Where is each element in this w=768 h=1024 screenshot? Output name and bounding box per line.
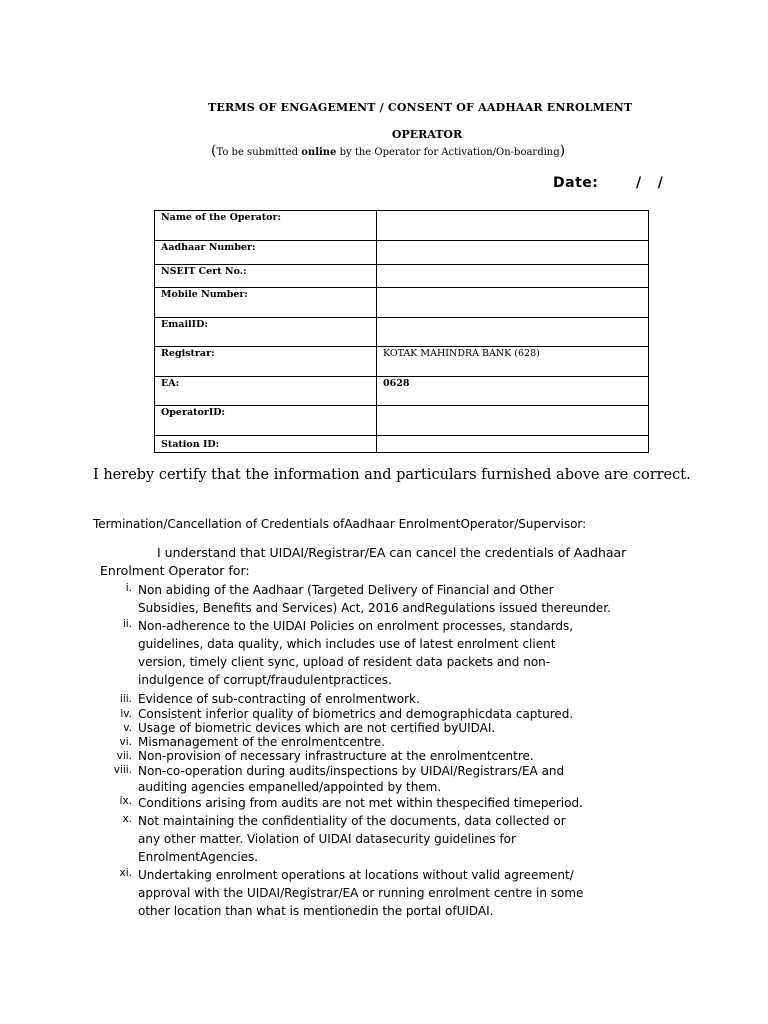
row-value	[377, 211, 649, 241]
row-value	[377, 288, 649, 318]
row-label: Registrar:	[155, 347, 377, 377]
list-item-line: Non-adherence to the UIDAI Policies on enrolment processes, standards,	[138, 619, 574, 633]
row-value	[377, 436, 649, 453]
list-item-line: Non-provision of necessary infrastructure at the enrolmentcentre.	[138, 749, 534, 763]
list-item-line: EnrolmentAgencies.	[138, 850, 259, 864]
table-row	[155, 436, 649, 453]
list-item-text	[138, 692, 658, 707]
list-item-line: Conditions arising from audits are not met within thespecified timeperiod.	[138, 796, 583, 810]
row-value	[377, 318, 649, 347]
table-row	[155, 377, 649, 406]
row-value: KOTAK MAHINDRA BANK (628)	[377, 347, 649, 377]
list-item-line: Undertaking enrolment operations at locations without valid agreement/	[138, 868, 574, 882]
row-label: Mobile Number:	[155, 288, 377, 318]
row-label: EA:	[155, 377, 377, 406]
list-item-line: any other matter. Violation of UIDAI datasecurity guidelines for	[138, 832, 516, 846]
list-item-number: vii.	[116, 750, 132, 762]
subtitle-text-pre: To be submitted	[216, 147, 302, 158]
table-row	[155, 288, 649, 318]
table-row	[155, 241, 649, 265]
list-item-number: iv.	[120, 708, 132, 720]
document-subtitle	[211, 143, 565, 159]
list-item-number: i.	[125, 582, 132, 594]
list-item-text	[138, 617, 658, 689]
list-item-line: auditing agencies empanelled/appointed by them.	[138, 780, 442, 794]
row-value	[377, 265, 649, 288]
list-item-line: guidelines, data quality, which includes use of latest enrolment client	[138, 637, 556, 651]
list-item-line: Non-co-operation during audits/inspections by UIDAI/Registrars/EA and	[138, 764, 565, 778]
table-row	[155, 265, 649, 288]
row-value	[377, 241, 649, 265]
list-item-number: v.	[123, 722, 132, 734]
list-item-line: Usage of biometric devices which are not certified byUIDAI.	[138, 721, 496, 735]
row-value	[377, 406, 649, 436]
table-row	[155, 318, 649, 347]
list-item-number: vi.	[119, 736, 132, 748]
row-label: Station ID:	[155, 436, 377, 453]
list-item-number: xi.	[119, 867, 132, 879]
list-item-number: ix.	[119, 795, 132, 807]
list-item-text	[138, 707, 658, 722]
list-item-text	[138, 749, 658, 764]
list-item-text	[138, 866, 658, 920]
subtitle-close-paren: )	[559, 143, 566, 159]
list-item-line: Consistent inferior quality of biometrics and demographicdata captured.	[138, 707, 574, 721]
table-row	[155, 347, 649, 377]
subtitle-open-paren: (	[211, 143, 217, 159]
list-item-text	[138, 721, 658, 736]
list-item-line: version, timely client sync, upload of resident data packets and non-	[138, 655, 551, 669]
list-item-line: Subsidies, Benefits and Services) Act, 2016 andRegulations issued thereunder.	[138, 601, 611, 615]
date-label: Date: / /	[553, 175, 664, 191]
table-row	[155, 211, 649, 241]
list-item-text	[138, 735, 658, 750]
list-item-number: iii.	[119, 693, 132, 705]
row-label: Name of the Operator:	[155, 211, 377, 241]
intro-line-1: I understand that UIDAI/Registrar/EA can cancel the credentials of Aadhaar	[157, 545, 627, 560]
subtitle-text-post: by the Operator for Activation/On-boarding	[336, 147, 560, 158]
intro-line-2: Enrolment Operator for:	[100, 563, 250, 578]
row-label: NSEIT Cert No.:	[155, 265, 377, 288]
list-item-text	[138, 794, 658, 812]
list-item-line: Mismanagement of the enrolmentcentre.	[138, 735, 385, 749]
termination-heading: Termination/Cancellation of Credentials ofAadhaar EnrolmentOperator/Supervisor:	[93, 517, 587, 531]
list-item-line: approval with the UIDAI/Registrar/EA or running enrolment centre in some	[138, 886, 584, 900]
list-item-line: indulgence of corrupt/fraudulentpractices.	[138, 673, 392, 687]
list-item-number: viii.	[113, 764, 132, 776]
operator-details-table	[154, 210, 649, 453]
list-item-line: Not maintaining the confidentiality of the documents, data collected or	[138, 814, 566, 828]
list-item-line: Evidence of sub-contracting of enrolmentwork.	[138, 692, 420, 706]
subtitle-text-bold: online	[301, 147, 337, 158]
list-item-line: other location than what is mentionedin the portal ofUIDAI.	[138, 904, 494, 918]
list-item-number: ii.	[122, 618, 132, 630]
row-value: 0628	[377, 377, 649, 406]
list-item-text	[138, 812, 658, 866]
row-label: EmailID:	[155, 318, 377, 347]
list-item-text	[138, 763, 658, 795]
row-label: Aadhaar Number:	[155, 241, 377, 265]
document-title-line1: TERMS OF ENGAGEMENT / CONSENT OF AADHAAR ENROLMENT	[208, 101, 633, 114]
certification-statement: I hereby certify that the information and particulars furnished above are correct.	[93, 467, 691, 483]
row-label: OperatorID:	[155, 406, 377, 436]
list-item-line: Non abiding of the Aadhaar (Targeted Delivery of Financial and Other	[138, 583, 554, 597]
list-item-number: x.	[122, 813, 132, 825]
list-item-text	[138, 581, 658, 617]
table-row	[155, 406, 649, 436]
document-title-line2: OPERATOR	[391, 128, 463, 141]
